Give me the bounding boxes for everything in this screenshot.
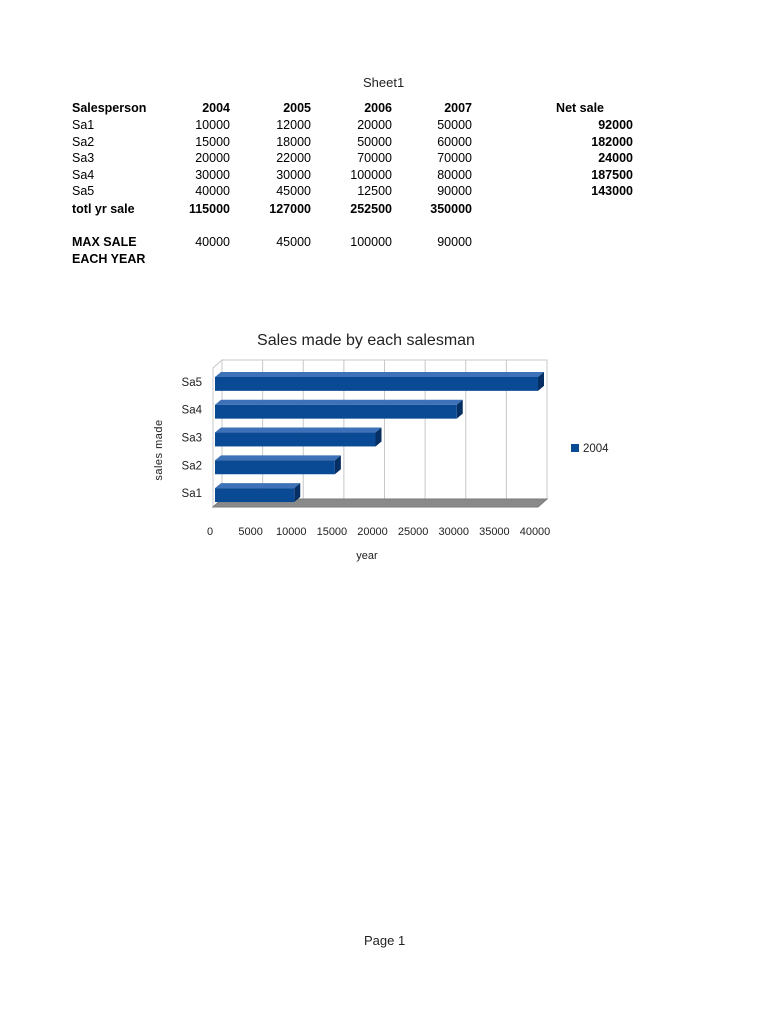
header-net-sale: Net sale — [556, 101, 604, 115]
row-value: 30000 — [276, 167, 311, 182]
row-value: 50000 — [357, 134, 392, 149]
category-label: Sa2 — [181, 460, 202, 473]
max-value: 45000 — [276, 235, 311, 249]
row-salesperson: Sa3 — [72, 151, 95, 165]
row-value: 22000 — [276, 151, 311, 165]
total-value: 252500 — [350, 202, 392, 216]
x-tick-label: 10000 — [275, 526, 307, 538]
x-tick-label: 35000 — [479, 526, 510, 538]
row-net-sale: 187500 — [591, 167, 633, 182]
header-year: 2006 — [364, 101, 392, 115]
category-label: Sa4 — [181, 404, 202, 417]
sales-bar-chart — [140, 320, 630, 580]
row-value: 12000 — [276, 118, 311, 132]
max-label: MAX SALE — [72, 235, 137, 249]
row-net-sale: 24000 — [598, 151, 633, 165]
row-value: 70000 — [437, 151, 472, 165]
x-tick-label: 5000 — [238, 526, 263, 538]
row-value: 20000 — [195, 151, 230, 165]
category-label: Sa5 — [181, 376, 202, 389]
bar-top — [215, 483, 300, 488]
row-net-sale: 182000 — [591, 134, 633, 149]
legend-swatch — [571, 444, 579, 452]
header-year: 2004 — [202, 101, 230, 115]
row-net-sale: 92000 — [598, 118, 633, 132]
row-value: 80000 — [437, 167, 472, 182]
x-tick-label: 0 — [206, 526, 214, 538]
bar — [215, 460, 335, 474]
x-tick-label: 25000 — [397, 526, 429, 538]
bar — [215, 433, 376, 447]
row-value: 70000 — [357, 151, 392, 165]
x-axis-label: year — [356, 550, 378, 562]
row-value: 50000 — [437, 118, 472, 132]
max-value: 100000 — [350, 235, 392, 249]
header-salesperson: Salesperson — [72, 101, 147, 115]
total-value: 115000 — [188, 202, 230, 216]
row-value: 30000 — [195, 167, 230, 182]
legend-label: 2004 — [583, 443, 609, 455]
row-value: 10000 — [195, 118, 230, 132]
x-tick-label: 20000 — [357, 526, 388, 538]
sheet-name: Sheet1 — [363, 75, 405, 90]
max-value: 40000 — [195, 235, 230, 249]
page-footer: Page 1 — [364, 933, 406, 948]
y-axis-label: sales made — [153, 419, 165, 481]
bar-top — [215, 372, 544, 377]
row-value: 12500 — [357, 184, 392, 198]
x-tick-label: 40000 — [519, 526, 551, 538]
bar — [215, 488, 294, 502]
total-value: 350000 — [430, 202, 472, 216]
row-salesperson: Sa4 — [72, 167, 95, 182]
max-value: 90000 — [437, 235, 472, 249]
row-salesperson: Sa2 — [72, 134, 95, 149]
bar — [215, 405, 457, 419]
category-label: Sa1 — [181, 488, 202, 501]
row-value: 45000 — [276, 184, 311, 198]
bar-top — [215, 455, 341, 460]
max-label: EACH YEAR — [72, 251, 146, 266]
header-year: 2007 — [444, 101, 472, 115]
bar-top — [215, 400, 463, 405]
bar — [215, 377, 538, 391]
row-value: 60000 — [437, 134, 472, 149]
row-value: 18000 — [276, 134, 311, 149]
total-value: 127000 — [269, 202, 311, 216]
row-value: 40000 — [195, 184, 230, 198]
bar-top — [215, 428, 382, 433]
x-tick-label: 15000 — [316, 526, 348, 538]
total-label: totl yr sale — [72, 202, 135, 216]
row-salesperson: Sa1 — [72, 118, 95, 132]
row-value: 90000 — [437, 184, 472, 198]
header-year: 2005 — [283, 101, 311, 115]
row-value: 20000 — [357, 118, 392, 132]
x-tick-label: 30000 — [438, 526, 470, 538]
row-value: 100000 — [350, 167, 392, 182]
category-label: Sa3 — [181, 432, 202, 445]
row-salesperson: Sa5 — [72, 184, 95, 198]
row-net-sale: 143000 — [591, 184, 633, 198]
chart-title: Sales made by each salesman — [257, 332, 475, 349]
row-value: 15000 — [195, 134, 230, 149]
